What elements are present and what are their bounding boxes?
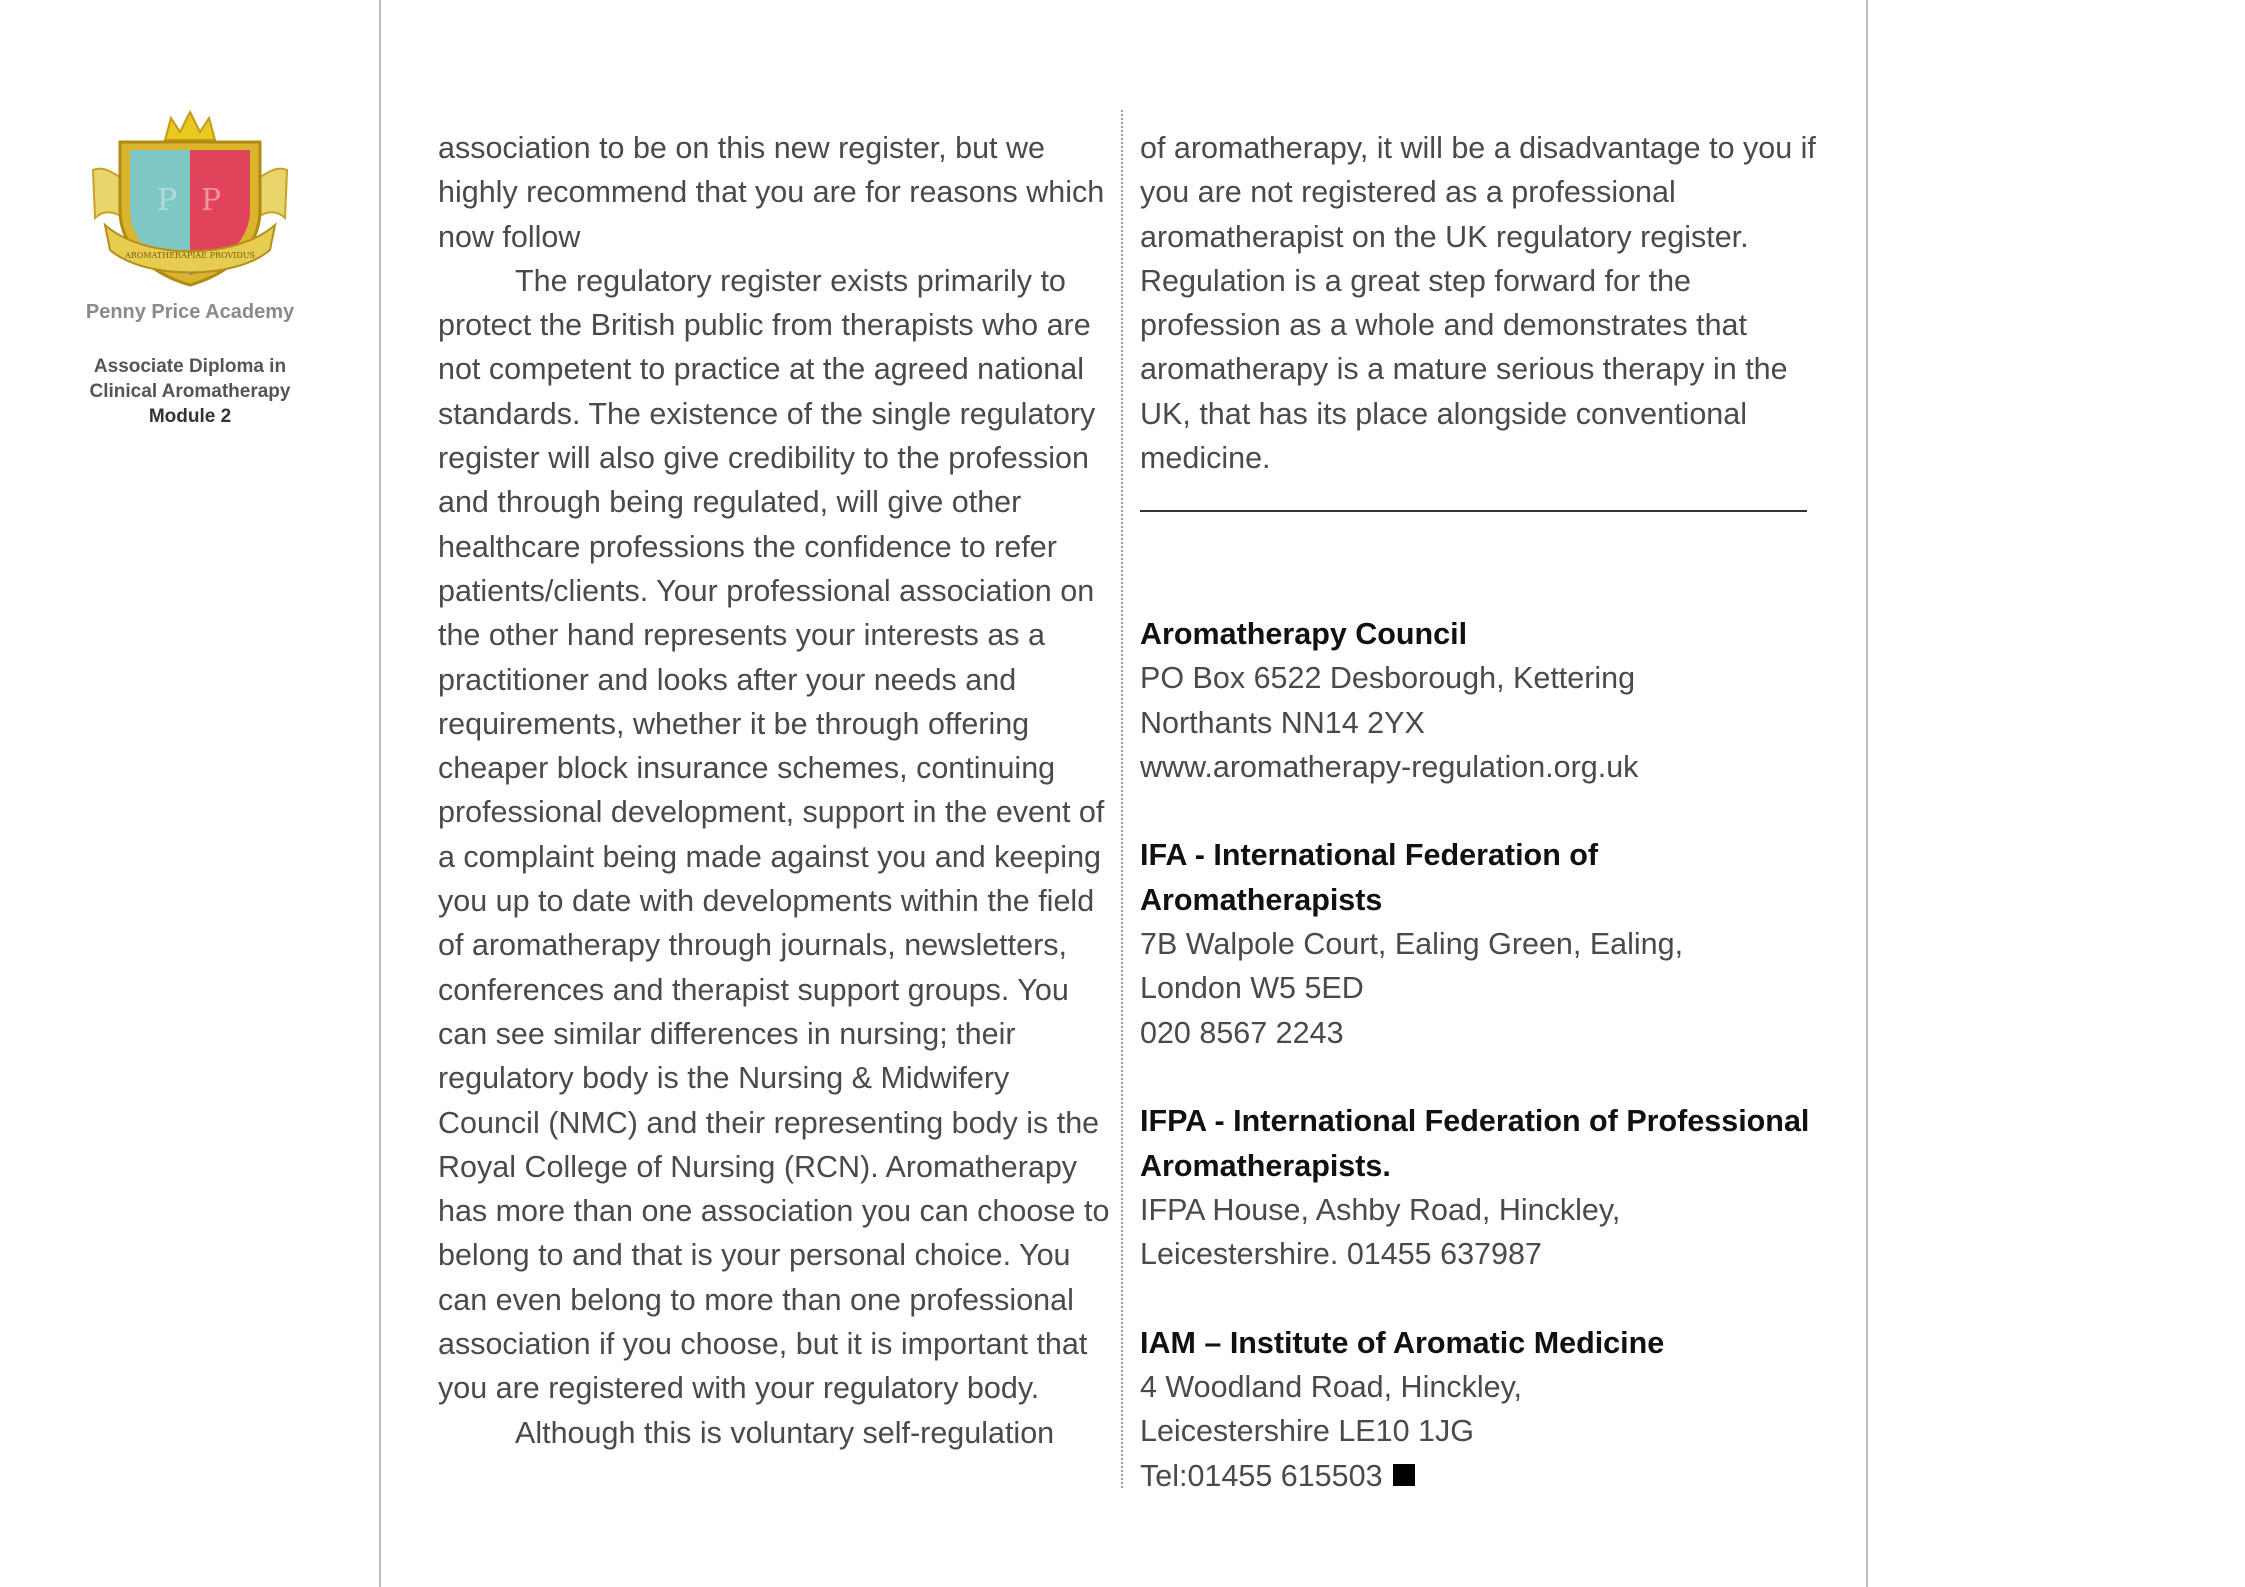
paragraph: The regulatory register exists primarily to protect the British public from therapists who are not competent to practice at the agreed national standards. The existence of the single regulatory register will also give credibility to the profession and through being regulated, will give other healthcare professions the confidence to refer patients/clients. Your professional association on the other hand represents your interests as a practitioner and looks after your needs and requirements, whether it be through offering cheaper block insurance schemes, continuing professional development, support in the event of a complaint being made against you and keeping you up to date with developments within the field of aromatherapy through journals, newsletters, conferences and therapist support groups. You can see similar differences in nursing; their regulatory body is the Nursing & Midwifery Council (NMC) and their representing body is the Royal College of Nursing (RCN). Aromatherapy has more than one association you can choose to belong to and that is your personal choice. You can even belong to more than one professional association if you choose, but it is important that you are registered with your regulatory body. xyxy=(438,263,1110,1406)
course-title xyxy=(50,354,330,429)
svg-text:P: P xyxy=(157,183,178,218)
contact-line: 7B Walpole Court, Ealing Green, Ealing, xyxy=(1140,927,1684,962)
contact-line: IFPA House, Ashby Road, Hinckley, xyxy=(1140,1192,1621,1227)
svg-text:P: P xyxy=(201,183,222,218)
contact-line: Leicestershire. 01455 637987 xyxy=(1140,1237,1542,1272)
contact-ifa xyxy=(1140,833,1860,1054)
sidebar xyxy=(50,110,330,429)
course-title-line2: Clinical Aromatherapy xyxy=(89,381,291,402)
page-margin-rule-left xyxy=(379,0,381,1587)
contact-line: Northants NN14 2YX xyxy=(1140,705,1425,740)
contact-name: IFPA - International Federation of Professional xyxy=(1140,1104,1810,1139)
section-rule xyxy=(1140,510,1807,512)
left-column-body xyxy=(438,126,1118,1455)
page-margin-rule-right xyxy=(1866,0,1868,1587)
contact-name: IAM – Institute of Aromatic Medicine xyxy=(1140,1325,1665,1360)
contact-iam xyxy=(1140,1321,1860,1498)
contact-name: Aromatherapists xyxy=(1140,882,1383,917)
contact-aromatherapy-council xyxy=(1140,612,1860,789)
contact-phone: Tel:01455 615503 xyxy=(1140,1458,1383,1493)
contact-line: 4 Woodland Road, Hinckley, xyxy=(1140,1370,1523,1405)
crest-motto-text: AROMATHERAPIAE PROVIDUS xyxy=(125,251,255,260)
academy-crest-logo xyxy=(85,110,295,295)
contact-phone: 020 8567 2243 xyxy=(1140,1015,1344,1050)
contacts-list xyxy=(1140,612,1860,1542)
end-of-article-mark xyxy=(1393,1464,1415,1486)
paragraph: of aromatherapy, it will be a disadvantage to you if you are not registered as a professional aromatherapist on the UK regulatory register. Regulation is a great step forward for the profession as a whole and demonstrates that aromatherapy is a mature serious therapy in the UK, that has its place alongside conventional medicine. xyxy=(1140,131,1816,476)
paragraph: association to be on this new register, but we highly recommend that you are for reasons which now follow xyxy=(438,131,1105,254)
contact-website: www.aromatherapy-regulation.org.uk xyxy=(1140,749,1639,784)
contact-name: Aromatherapists. xyxy=(1140,1148,1391,1183)
column-divider xyxy=(1121,110,1123,1488)
academy-name: Penny Price Academy xyxy=(85,301,295,323)
contact-phone-line xyxy=(1140,1454,1860,1498)
contact-line: Leicestershire LE10 1JG xyxy=(1140,1414,1474,1449)
contact-ifpa xyxy=(1140,1099,1860,1276)
contact-name: IFA - International Federation of xyxy=(1140,838,1599,873)
paragraph: Although this is voluntary self-regulation xyxy=(515,1415,1055,1450)
right-column-body xyxy=(1140,126,1830,480)
module-label: Module 2 xyxy=(148,406,232,427)
course-title-line1: Associate Diploma in xyxy=(93,356,287,377)
contact-line: PO Box 6522 Desborough, Kettering xyxy=(1140,661,1636,696)
contact-line: London W5 5ED xyxy=(1140,971,1364,1006)
contact-name: Aromatherapy Council xyxy=(1140,617,1468,651)
